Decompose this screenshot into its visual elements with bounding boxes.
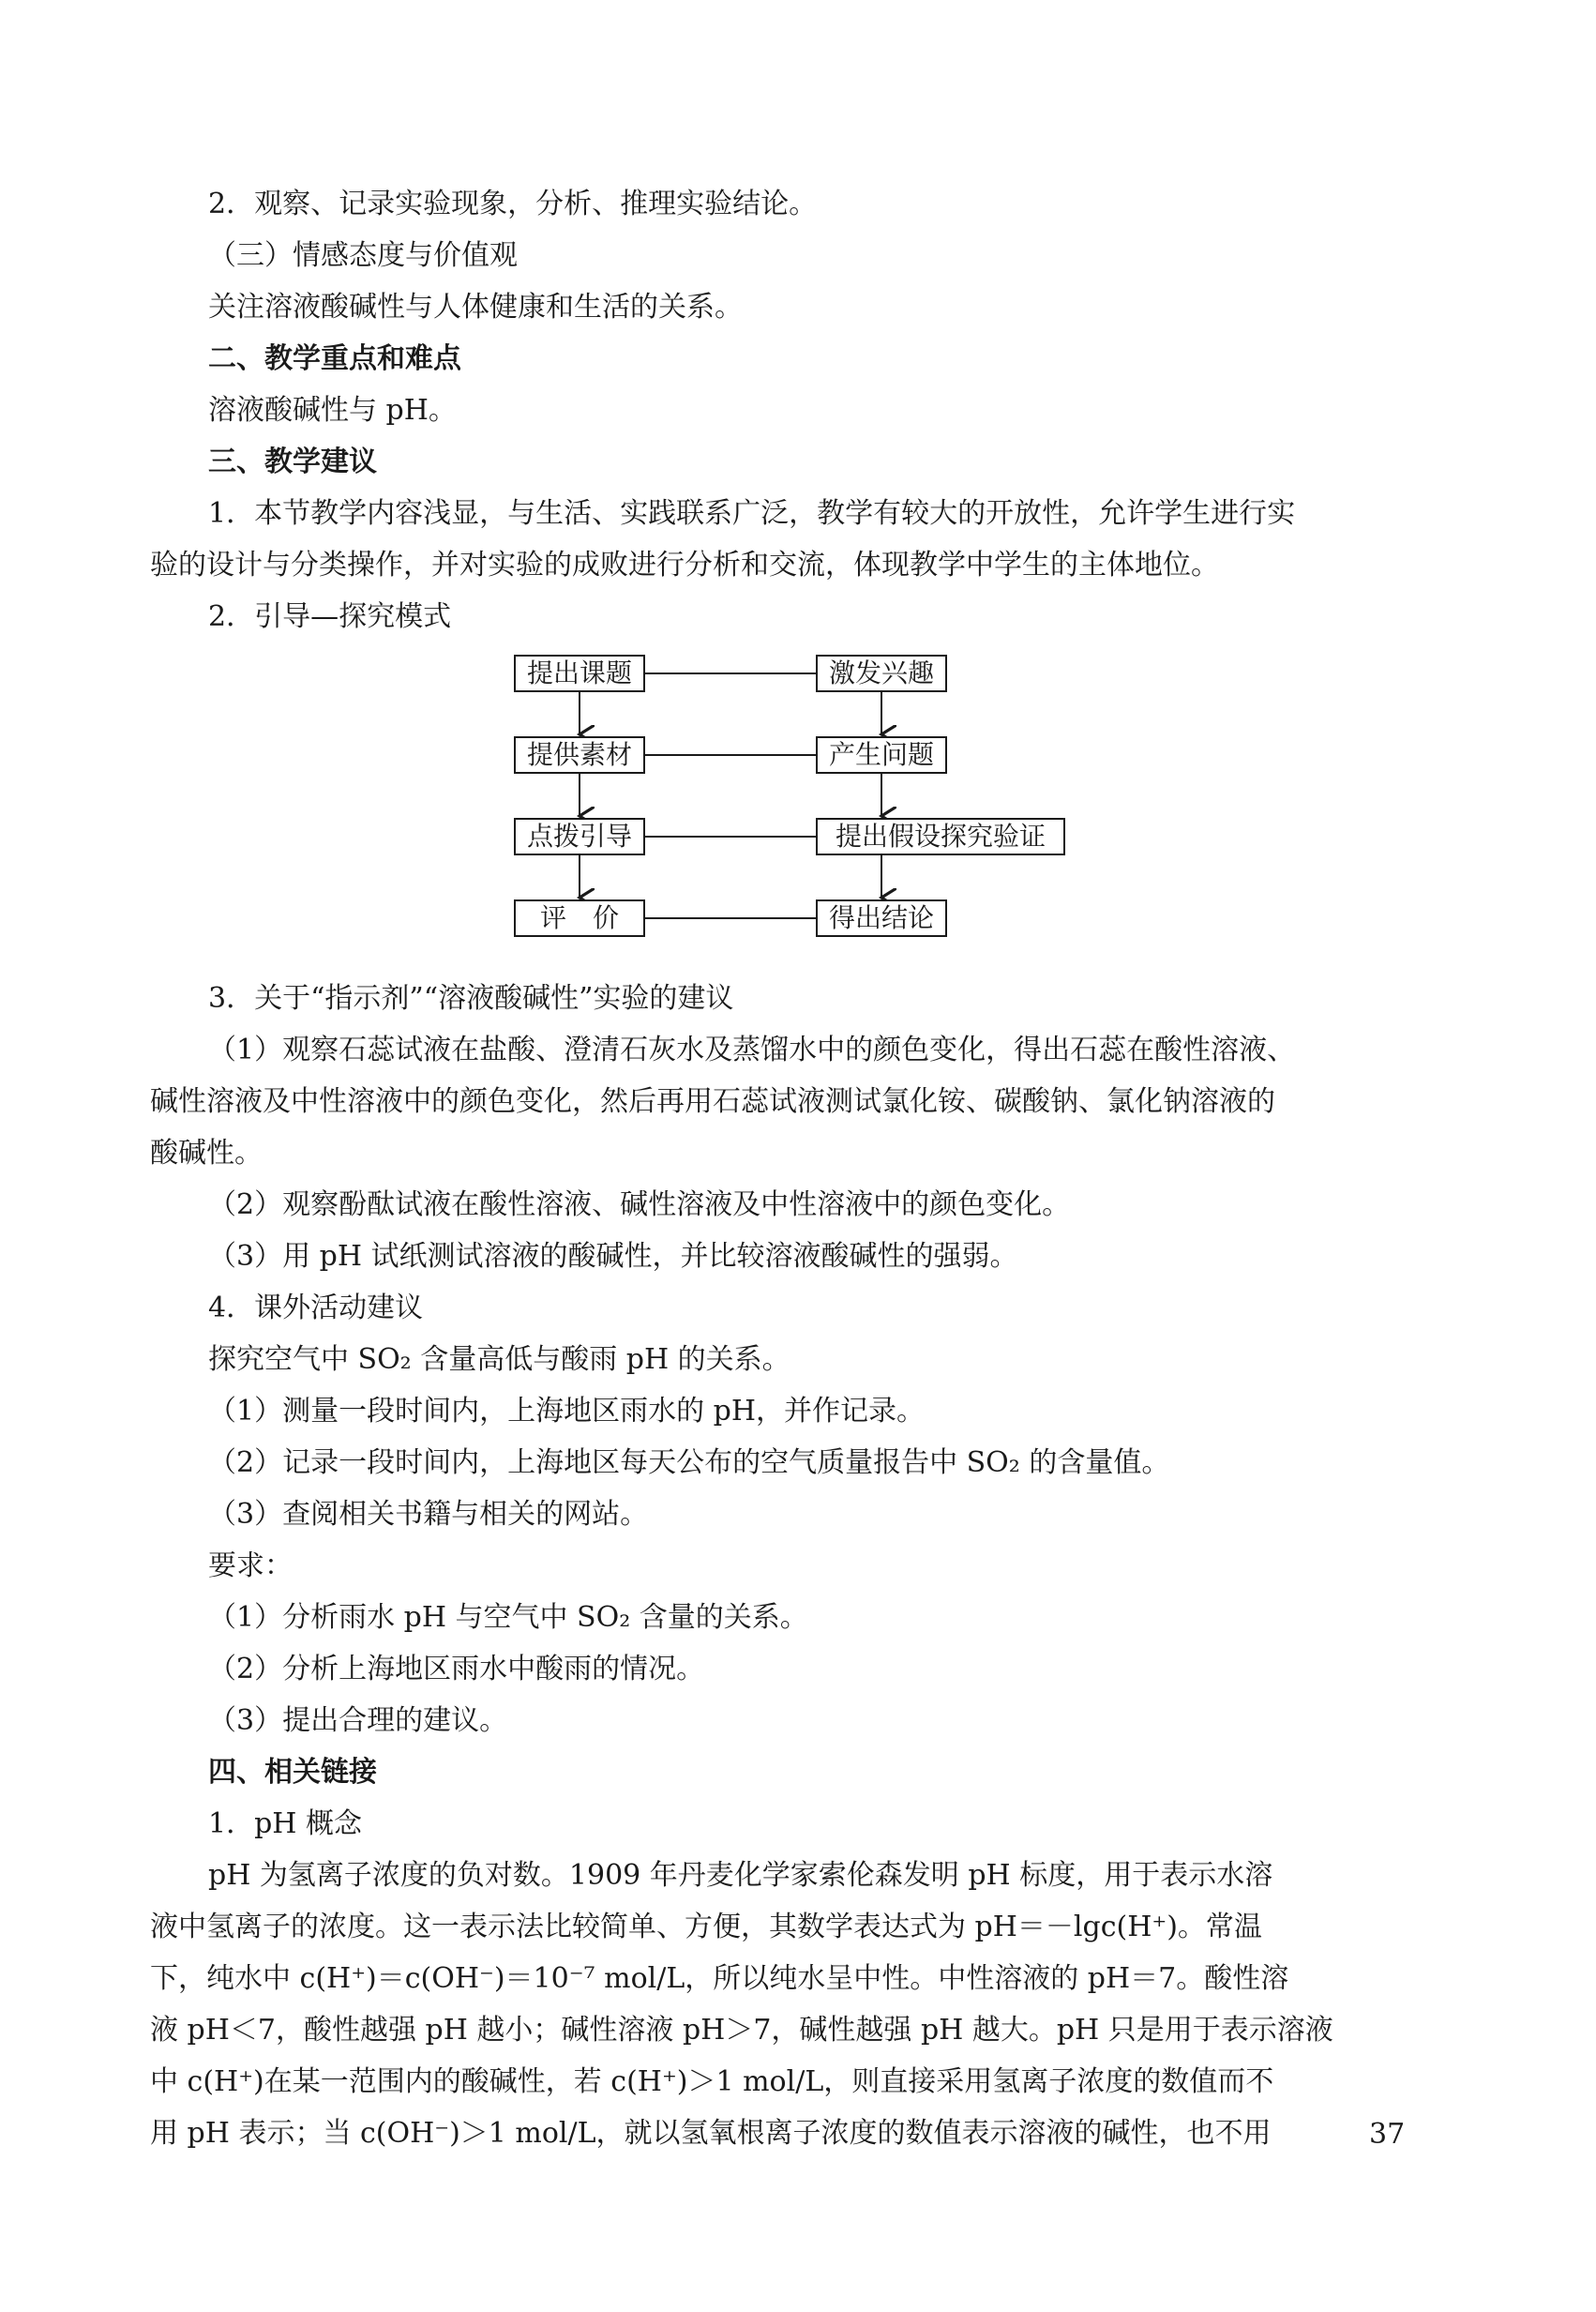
text-line: 要求： <box>208 1549 293 1582</box>
text-line: pH 为氢离子浓度的负对数。1909 年丹麦化学家索伦森发明 pH 标度，用于表示水溶 <box>208 1859 1273 1892</box>
text-line: 1．pH 概念 <box>208 1807 362 1840</box>
section-heading: 二、教学重点和难点 <box>208 342 461 375</box>
text-line: 2．引导—探究模式 <box>208 600 452 633</box>
text-line: （3）查阅相关书籍与相关的网站。 <box>208 1498 649 1531</box>
text-line: （1）分析雨水 pH 与空气中 SO₂ 含量的关系。 <box>208 1601 808 1634</box>
flow-box-hypothesis-verify: 提出假设探究验证 <box>816 818 1065 855</box>
text-line: 用 pH 表示；当 c(OH⁻)＞1 mol/L，就以氢氧根离子浓度的数值表示溶液的碱性，也不用 <box>150 2117 1272 2150</box>
text-line: 探究空气中 SO₂ 含量高低与酸雨 pH 的关系。 <box>208 1343 790 1376</box>
text-line: （2）分析上海地区雨水中酸雨的情况。 <box>208 1653 705 1685</box>
flow-box-guide: 点拨引导 <box>514 818 645 855</box>
text-line: 关注溶液酸碱性与人体健康和生活的关系。 <box>208 291 743 324</box>
subsection-heading: （三）情感态度与价值观 <box>208 239 518 272</box>
text-line: （3）提出合理的建议。 <box>208 1704 508 1737</box>
flow-box-raise-question: 产生问题 <box>816 736 947 774</box>
section-heading: 三、教学建议 <box>208 446 377 478</box>
text-line: （1）观察石蕊试液在盐酸、澄清石灰水及蒸馏水中的颜色变化，得出石蕊在酸性溶液、 <box>208 1034 1296 1066</box>
flow-box-propose-topic: 提出课题 <box>514 655 645 692</box>
flow-box-provide-material: 提供素材 <box>514 736 645 774</box>
text-line: （2）记录一段时间内，上海地区每天公布的空气质量报告中 SO₂ 的含量值。 <box>208 1446 1170 1479</box>
text-line: 酸碱性。 <box>150 1137 263 1170</box>
text-line: 溶液酸碱性与 pH。 <box>208 394 457 427</box>
flow-box-inspire-interest: 激发兴趣 <box>816 655 947 692</box>
text-line: 下，纯水中 c(H⁺)＝c(OH⁻)＝10⁻⁷ mol/L，所以纯水呈中性。中性溶液的 pH＝7。酸性溶 <box>150 1962 1289 1995</box>
text-line: 碱性溶液及中性溶液中的颜色变化，然后再用石蕊试液测试氯化铵、碳酸钠、氯化钠溶液的 <box>150 1085 1275 1118</box>
text-line: （3）用 pH 试纸测试溶液的酸碱性，并比较溶液酸碱性的强弱。 <box>208 1240 1018 1273</box>
text-line: （2）观察酚酞试液在酸性溶液、碱性溶液及中性溶液中的颜色变化。 <box>208 1188 1071 1221</box>
text-line: 中 c(H⁺)在某一范围内的酸碱性，若 c(H⁺)＞1 mol/L，则直接采用氢离子浓度的数值而不 <box>150 2065 1274 2098</box>
text-line: 验的设计与分类操作，并对实验的成败进行分析和交流，体现教学中学生的主体地位。 <box>150 549 1219 582</box>
page-number: 37 <box>1369 2118 1406 2151</box>
text-line: 液 pH＜7，酸性越强 pH 越小；碱性溶液 pH＞7，碱性越强 pH 越大。pH 只是用于表示溶液 <box>150 2014 1333 2047</box>
flow-box-evaluate: 评 价 <box>514 899 645 937</box>
text-line: 液中氢离子的浓度。这一表示法比较简单、方便，其数学表达式为 pH＝－lgc(H⁺)。常温 <box>150 1911 1262 1943</box>
text-line: 2．观察、记录实验现象，分析、推理实验结论。 <box>208 188 818 220</box>
inquiry-flowchart <box>506 647 1046 957</box>
text-line: 3．关于“指示剂”“溶液酸碱性”实验的建议 <box>208 982 734 1015</box>
text-line: （1）测量一段时间内，上海地区雨水的 pH，并作记录。 <box>208 1395 925 1428</box>
section-heading: 四、相关链接 <box>208 1756 377 1789</box>
text-line: 4．课外活动建议 <box>208 1292 424 1324</box>
flow-box-conclusion: 得出结论 <box>816 899 947 937</box>
text-line: 1．本节教学内容浅显，与生活、实践联系广泛，教学有较大的开放性，允许学生进行实 <box>208 497 1296 530</box>
